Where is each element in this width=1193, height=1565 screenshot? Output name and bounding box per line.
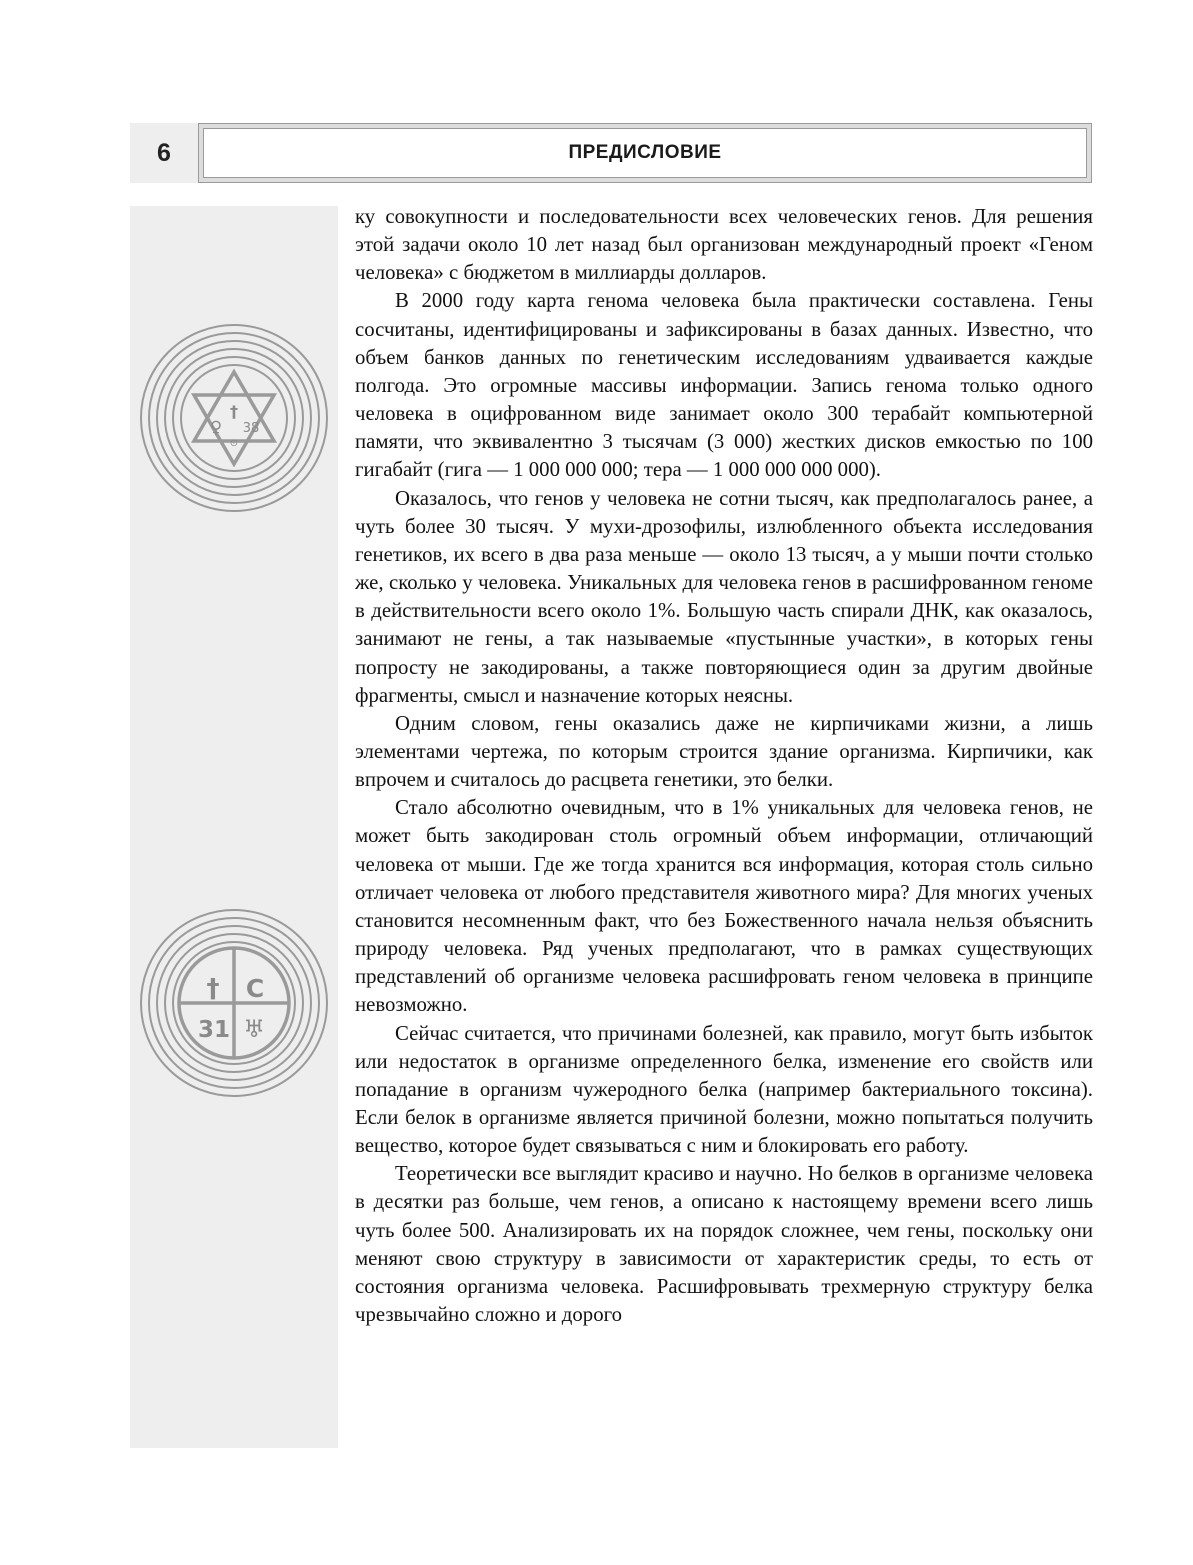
paragraph: В 2000 году карта генома человека была практически составлена. Гены сосчитаны, идентифицированы и зафиксированы в базах данных. Известно, что объем банков данных по генетическим исследованиям удваивается каждые полгода. Это огромные массивы информации. Запись генома только одного человека в оцифрованном виде занимает около 300 терабайт компьютерной памяти, что эквивалентно 3 тысячам (3 000) жестких дисков емкостью по 100 гигабайт (гига — 1 000 000 000; тера — 1 000 000 000 000). [355, 289, 1093, 482]
running-header-title: ПРЕДИСЛОВИЕ [568, 142, 722, 163]
paragraph: Теоретически все выглядит красиво и научно. Но белков в организме человека в десятки раз больше, чем генов, а описано к настоящему времени всего лишь чуть более 500. Анализировать их на порядок сложнее, чем гены, поскольку они меняют свою структуру в зависимости от характеристик среды, то есть от состояния организма человека. Расшифровывать трехмерную структуру белка чрезвычайно сложно и дорого [355, 1162, 1093, 1327]
paragraph: Стало абсолютно очевидным, что в 1% уникальных для человека генов, не может быть закодирован столь огромный объем информации, отличающий человека от мыши. Где же тогда хранится вся информация, которая столь сильно отличает человека от любого представителя животного мира? Для многих ученых становится несомненным факт, что без Божественного начала нельзя объяснить природу человека. Ряд ученых предполагают, что в рамках существующих представлений об организме человека расшифровать геном человека в принципе невозможно. [355, 796, 1093, 1017]
glyph-symbol: ♅ [243, 1015, 265, 1043]
page-number-box [130, 123, 198, 183]
running-header [198, 123, 1092, 183]
paragraph: Одним словом, гены оказались даже не кирпичиками жизни, а лишь элементами чертежа, по которым строится здание организма. Кирпичики, как впрочем и считалось до расцвета генетики, это белки. [355, 711, 1093, 792]
number-symbol: 31 [197, 1017, 231, 1043]
paragraph: Сейчас считается, что причинами болезней, как правило, могут быть избыток или недостаток в организме определенного белка, изменение его свойств или попадание в организм чужеродного белка (например бактериального токсина). Если белок в организме является причиной болезни, можно попытаться получить вещество, которое будет связываться с ним и блокировать его работу. [355, 1021, 1093, 1158]
star-of-david-emblem-icon [138, 322, 330, 514]
cross-symbol: † [230, 402, 238, 421]
cross-symbol: † [206, 974, 220, 1004]
paragraph: Оказалось, что генов у человека не сотни тысяч, как предполагалось ранее, а чуть более 30 тысяч. У мухи-дрозофилы, излюбленного объекта исследования генетиков, их всего в два раза меньше — около 13 тысяч, а у мыши почти столько же, сколько у человека. Уникальных для человека генов в расшифрованном геноме в действительности всего около 1%. Большую часть спирали ДНК, как оказалось, занимают не гены, а так называемые «пустынные участки», в которых гены попросту не закодированы, а также повторяющиеся один за другим двойные фрагменты, смысл и назначение которых неясны. [355, 486, 1093, 707]
number-symbol: 38 [242, 421, 260, 436]
letter-symbol: С [245, 974, 265, 1003]
dot-symbol: ⊙ [229, 438, 239, 449]
body-text [355, 203, 1093, 1329]
page-number: 6 [157, 138, 171, 167]
paragraph: ку совокупности и последовательности всех человеческих генов. Для решения этой задачи около 10 лет назад был организован международный проект «Геном человека» с бюджетом в миллиарды долларов. [355, 205, 1093, 285]
venus-symbol: ♀ [209, 418, 223, 438]
running-header-inner [203, 128, 1087, 178]
quartered-circle-emblem-icon [138, 907, 330, 1099]
